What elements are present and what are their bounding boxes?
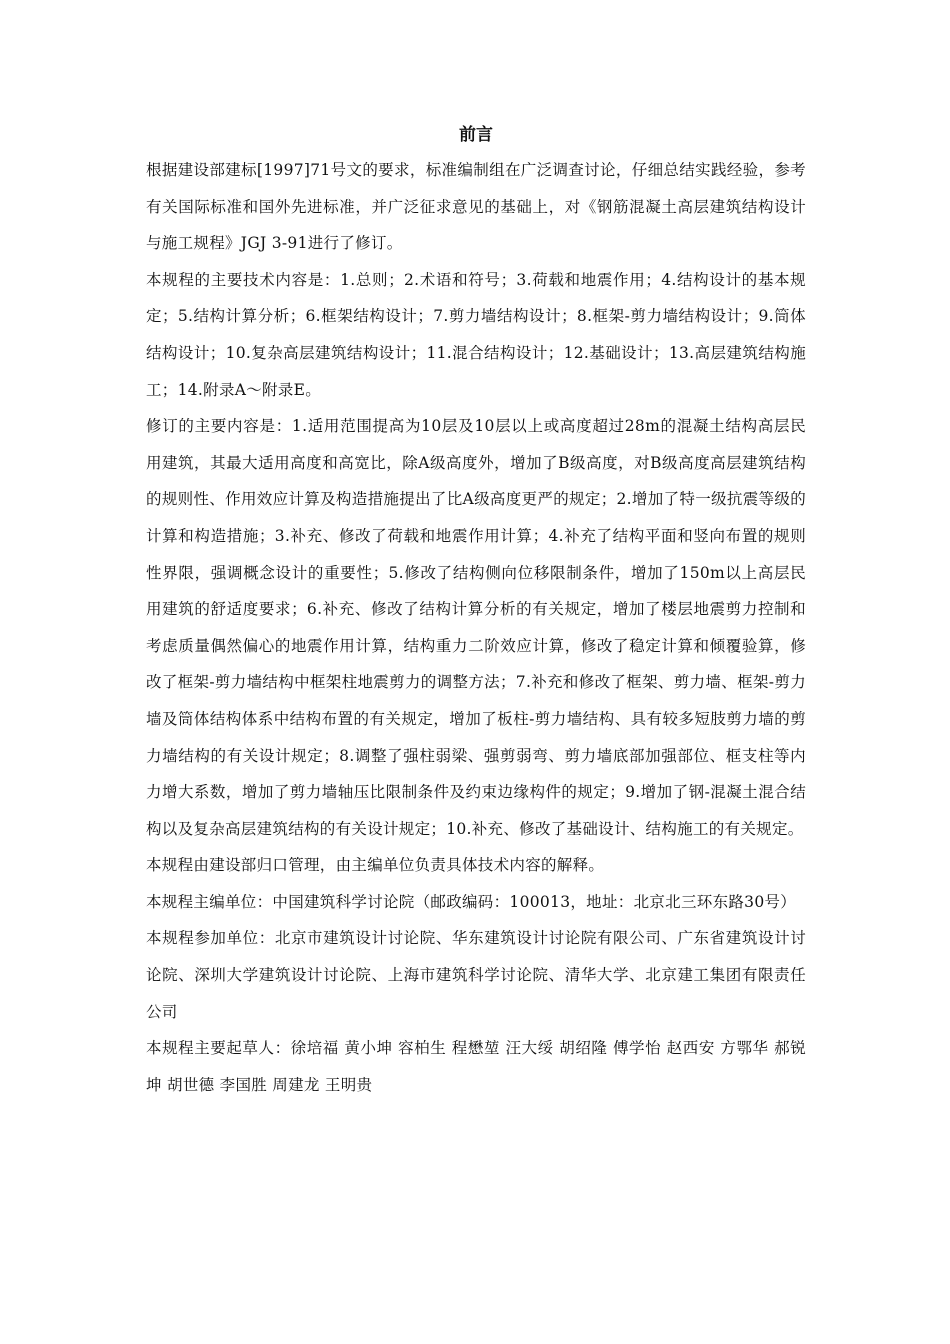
paragraph-drafters: 本规程主要起草人：徐培福 黄小坤 容柏生 程懋堃 汪大绥 胡绍隆 傅学怡 赵西安 方鄂华 郝锐坤 胡世德 李国胜 周建龙 王明贵 (146, 1039, 806, 1094)
paragraph-technical-contents: 本规程的主要技术内容是：1.总则；2.术语和符号；3.荷载和地震作用；4.结构设计的基本规定；5.结构计算分析；6.框架结构设计；7.剪力墙结构设计；8.框架-剪力墙结构设计；9.筒体结构设计；10.复杂高层建筑结构设计；11.混合结构设计；12.基础设计；13.高层建筑结构施工；14.附录A～附录E。 (146, 270, 806, 399)
paragraph-basis: 根据建设部建标[1997]71号文的要求，标准编制组在广泛调查讨论，仔细总结实践经验，参考有关国际标准和国外先进标准，并广泛征求意见的基础上，对《钢筋混凝土高层建筑结构设计与施工规程》JGJ 3-91进行了修订。 (146, 161, 806, 253)
paragraph-administration: 本规程由建设部归口管理，由主编单位负责具体技术内容的解释。 (146, 856, 605, 875)
document-title: 前言 (459, 125, 493, 145)
document-page (146, 120, 806, 1103)
paragraph-revision-contents: 修订的主要内容是：1.适用范围提高为10层及10层以上或高度超过28m的混凝土结构高层民用建筑，其最大适用高度和高宽比，除A级高度外，增加了B级高度，对B级高度高层建筑结构的规则性、作用效应计算及构造措施提出了比A级高度更严的规定；2.增加了特一级抗震等级的计算和构造措施；3.补充、修改了荷载和地震作用计算；4.补充了结构平面和竖向布置的规则性界限，强调概念设计的重要性；5.修改了结构侧向位移限制条件，增加了150m以上高层民用建筑的舒适度要求；6.补充、修改了结构计算分析的有关规定，增加了楼层地震剪力控制和考虑质量偶然偏心的地震作用计算，结构重力二阶效应计算，修改了稳定计算和倾覆验算，修改了框架-剪力墙结构中框架柱地震剪力的调整方法；7.补充和修改了框架、剪力墙、框架-剪力墙及筒体结构体系中结构布置的有关规定，增加了板柱-剪力墙结构、具有较多短肢剪力墙的剪力墙结构的有关设计规定；8.调整了强柱弱梁、强剪弱弯、剪力墙底部加强部位、框支柱等内力增大系数，增加了剪力墙轴压比限制条件及约束边缘构件的规定；9.增加了钢-混凝土混合结构以及复杂高层建筑结构的有关设计规定；10.补充、修改了基础设计、结构施工的有关规定。 (146, 417, 806, 838)
paragraph-chief-editor: 本规程主编单位：中国建筑科学讨论院（邮政编码：100013，地址：北京北三环东路30号） (146, 892, 797, 911)
paragraph-participating-units: 本规程参加单位：北京市建筑设计讨论院、华东建筑设计讨论院有限公司、广东省建筑设计讨论院、深圳大学建筑设计讨论院、上海市建筑科学讨论院、清华大学、北京建工集团有限责任公司 (146, 929, 806, 1021)
